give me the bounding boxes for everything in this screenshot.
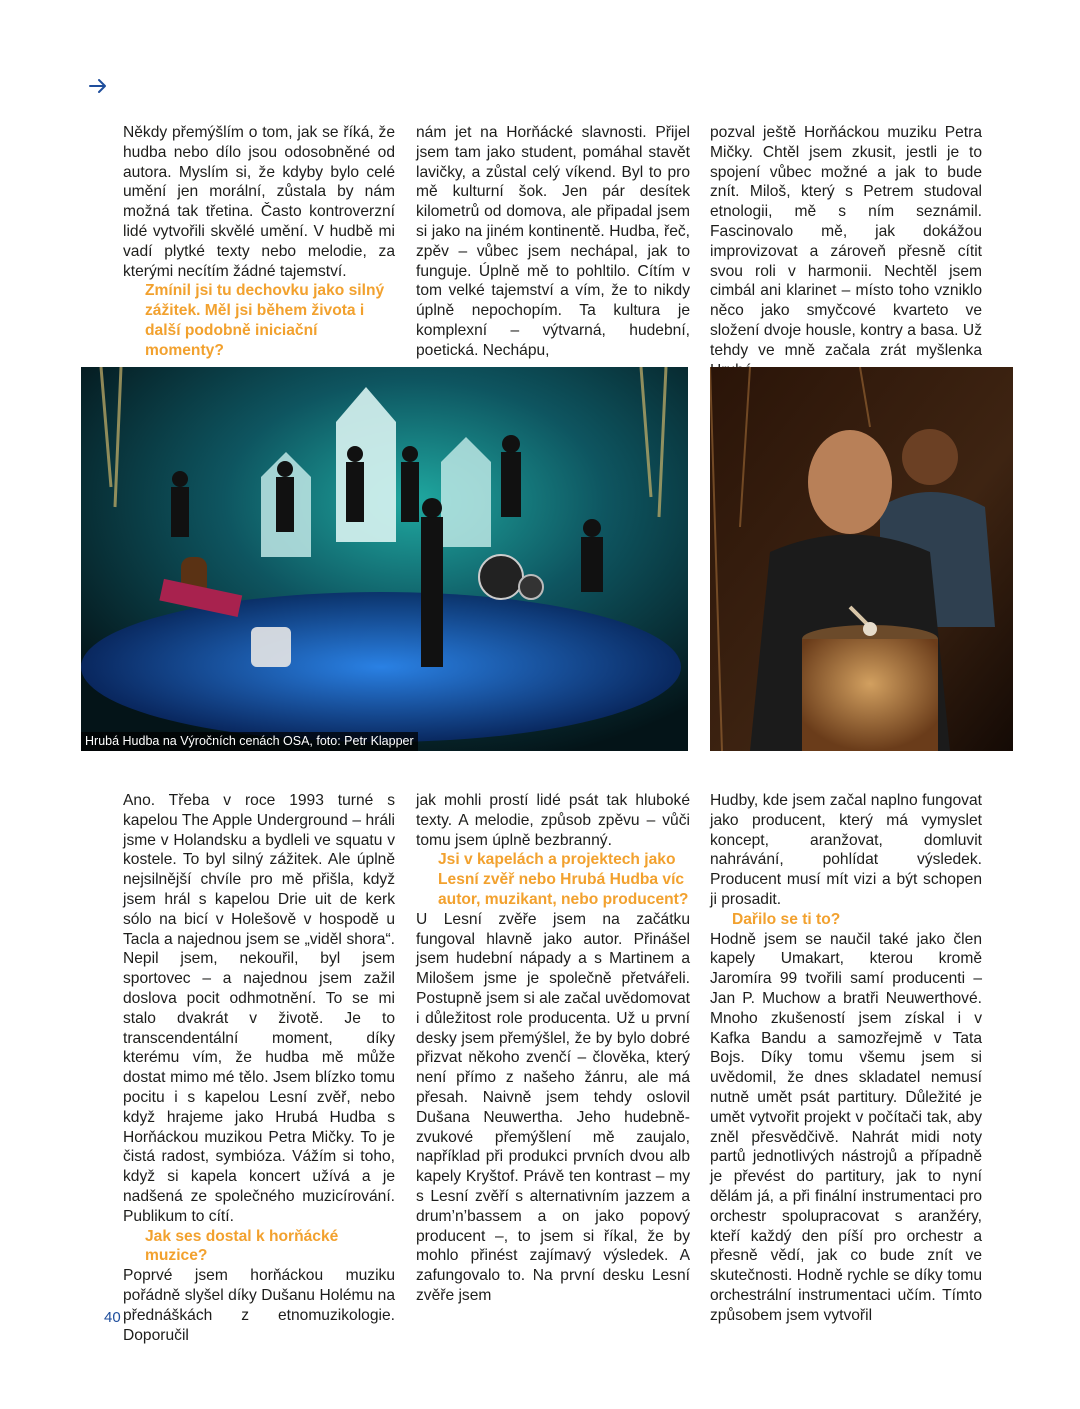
- arrow-right-icon: [86, 74, 110, 98]
- top-column-1: [123, 123, 395, 361]
- paragraph: pozval ještě Horňáckou muziku Petra Mičky. Chtěl jsem zkusit, jestli je to spojení vůbec možné a jak to bude znít. Miloš, který s Petrem studoval etnologii, mě s ním seznámil. Fascinovalo mě, jak dokážou improvizovat a zároveň přesně cítit svou roli v harmonii. Nechtěl jsem cimbál ani klarinet – místo toho vzniklo něco jako smyčcové kvarteto ve složení dvoje housle, kontry a basa. Už tehdy ve mně začala zrát myšlenka: [710, 124, 982, 359]
- paragraph: jak mohli prostí lidé psát tak hluboké texty. A melodie, způsob zpěvu – vůči tomu jsem úplně bezbranný.: [416, 792, 690, 849]
- bottom-column-3: [710, 791, 982, 1326]
- interview-question: Dařilo se ti to?: [732, 910, 841, 928]
- photo-caption: Hrubá Hudba na Výročních cenách OSA, foto: Petr Klapper: [81, 732, 418, 751]
- drummer-photo: [710, 367, 1013, 751]
- paragraph: Hodně jsem se naučil také jako člen kapely Umakart, kterou kromě Jaromíra 99 tvořili samí producenti – Jan P. Muchow a bratři Neuwerthové. Mnoho zkušeností jsem získal i v Kafka Bandu a samozřejmě v Tata Bojs. Díky tomu všemu jsem si uvědomil, že dnes skladatel nemusí nutně umět psát partitury. Důležité je umět vytvořit projekt v počítači tak, aby zněl přesvědčivě. Nahrát midi noty partů jednotlivých nástrojů a případně je převést do partitury, jak to nyní dělám já, a při finální instrumentaci pro orchestr spolupracovat s aranžéry, kteří každý den píší pro orchestr a přesně vědí, jak co bude znít ve skutečnosti. Hodně rychle se díky tomu orchestrální instrumentaci učím. Tímto způsobem jsem vytvořil: [710, 930, 982, 1324]
- paragraph: Ano. Třeba v roce 1993 turné s kapelou The Apple Underground – hráli jsme v Holandsku a bydleli ve squatu v kostele. To byl silný zážitek. Ale úplně nejsilnější chvíle pro mě přišla, když jsem hrál s kapelou Drie uit de kerk sólo na bicí v Holešově v hospodě u Tacla a najednou jsem se „viděl shora“. Nepil jsem, nekouřil, byl jsem sportovec – a najednou jsem zažil doslova pocit odhmotnění. To se mi stalo dvakrát v životě. Je to transcendentální moment, díky kterému vím, že hudba mě může dostat mimo mé tělo. Jsem blízko tomu pocitu i s kapelou Lesní zvěř, nebo když hrajeme jako Hrubá Hudba s Horňáckou muzikou Petra Mičky. To je čistá radost, symbióza. Vážím si toho, když si kapela koncert užívá a je nadšená ze společného muzicírování. Publikum to cítí.: [123, 792, 395, 1225]
- bottom-column-1: [123, 791, 395, 1345]
- paragraph: Někdy přemýšlím o tom, jak se říká, že hudba nebo dílo jsou odosobněné od autora. Myslím si, že kdyby bylo celé umění jen morální, zůstala by nám možná tak třetina. Často kontroverzní lidé vytvořili skvělé umění. V hudbě mi vadí plytké texty nebo melodie, za kterými necítím žádné tajemství.: [123, 124, 395, 280]
- paragraph: U Lesní zvěře jsem na začátku fungoval hlavně jako autor. Přinášel jsem hudební nápady a s Martinem a Milošem jsme je společně přetvářeli. Postupně jsem si ale začal uvědomovat i důležitost role producenta. Už u první desky jsem přemýšlel, že by bylo dobré přizvat někoho zvenčí – člověka, který není přímo z našeho žánru, ale má přesah. Naivně jsem tehdy oslovil Dušana Neuwertha. Jeho hudebně-zvukové přemýšlení mě zaujalo, například při produkci prvních dvou alb kapely Kryštof. Právě ten kontrast – my s Lesní zvěří s alternativním jazzem a drum’n’bassem a on jako popový producent –, to jsem si říkal, že by mohlo přinést zajímavý výsledek. A zafungovalo to. Na první desku Lesní zvěře jsem: [416, 910, 690, 1304]
- paragraph: nám jet na Horňácké slavnosti. Přijel jsem tam jako student, pomáhal stavět lavičky, a zůstal celý víkend. Byl to pro mě kulturní šok. Jen pár desítek kilometrů od domova, ale připadal jsem si jako na jiném kontinentě. Hudba, řeč, zpěv – vůbec jsem nechápal, jak to funguje. Úplně mě to pohltilo. Cítím v tom velké tajemství a vím, že to nikdy úplně nepochopím. Ta kultura je komplexní – výtvarná, hudební, poetická. Nechápu,: [416, 124, 690, 359]
- interview-question: Jak ses dostal k horňácké muzice?: [145, 1227, 339, 1265]
- bottom-column-2: [416, 791, 690, 1306]
- interview-question: Jsi v kapelách a projektech jako Lesní zvěř nebo Hrubá Hudba víc autor, muzikant, nebo producent?: [438, 851, 689, 908]
- paragraph: Hudby, kde jsem začal naplno fungovat jako producent, který má vymyslet koncept, aranžovat, domluvit nahrávání, pohlídat výsledek. Producent musí mít vizi a být schopen ji prosadit.: [710, 792, 982, 908]
- top-column-3: [710, 123, 982, 380]
- top-column-2: [416, 123, 690, 361]
- paragraph: Poprvé jsem horňáckou muziku pořádně slyšel díky Dušanu Holému na přednáškách z etnomuzikologie. Doporučil: [123, 1267, 395, 1344]
- interview-question: Zmínil jsi tu dechovku jako silný zážitek. Měl jsi během života i další podobně iniciační momenty?: [145, 282, 385, 359]
- concert-photo: [81, 367, 688, 751]
- page-number: 40: [104, 1309, 121, 1326]
